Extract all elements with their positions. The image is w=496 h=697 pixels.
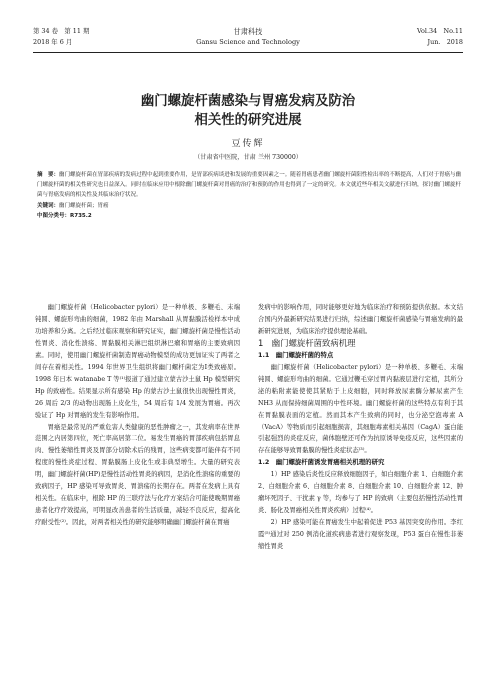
- header-rule: [33, 52, 463, 53]
- keywords-line: [37, 201, 461, 211]
- abstract-paragraph: [37, 170, 461, 201]
- author: 豆传辉: [231, 139, 265, 149]
- abstract-text: 幽门螺旋杆菌在胃部疾病的发病过程中起到重要作用，是胃部疾病谈进和发展的重要因素之一。随着胃癌患者幽门螺旋杆菌阳性检出率的不断提高，人们对于胃癌与幽门螺旋杆菌的相关性研究也日益深入。同时在临床应用中根除幽门螺旋杆菌对胃癌的治疗和预防的作用也得到了一定的研究。本文就近些年相关文献进行归纳，探讨幽门螺旋杆菌与胃癌发病的相关性及其临床治疗状况。: [37, 172, 461, 199]
- clc-line: [37, 211, 461, 221]
- body-paragraph: 发病中的影响作用，同时能够更好地为临床治疗和预防提供依据。本文结合国内外最新研究结果进行归纳，综述幽门螺旋杆菌感染与胃癌发病的最新研究进展，为临床治疗提供理论基础。: [258, 304, 463, 335]
- keywords: 幽门螺旋杆菌；胃癌: [59, 202, 109, 209]
- article-title: [0, 92, 496, 130]
- journal-name-cn: 甘肃科技: [233, 27, 263, 36]
- body-paragraph: 1）HP 感染后炎性反应释放细胞因子，如白细胞介素 1、白细胞介素 2、白细胞介素 6、白细胞介素 8、白细胞介素 10、白细胞介素 12、肿瘤坏死因子、干扰素 γ 等，均参与了 HP 的致病（主要包括慢性活动性胃炎、肠化及胃癌相关性胃炎疾病）过程⁽⁴⁾。: [258, 471, 463, 515]
- body-paragraph: 幽门螺旋杆菌（Helicobacter pylori）是一种单极、多鞭毛、末端钝圆、螺旋形弯曲的细菌，1982 年由 Marshall 从胃黏膜活检样本中成功培养和分离。之后经过临床观察和研究证实，幽门螺旋杆菌是慢性活动性胃炎、消化性溃疡、胃黏膜相关淋巴组织淋巴瘤和胃癌的主要致病因素。同时，使用幽门螺旋杆菌制造胃癌动物模型的成功更加证实了两者之间存在着相关性。1994 年世界卫生组织将幽门螺杆菌定为Ⅰ类致癌原。1998 年日本 watanabe T 等⁽¹⁾报道了通过建立蒙古沙土鼠 Hp 模型研究 Hp 的致癌性。结果显示所有感染 Hp 的蒙古沙土鼠很快出现慢性胃炎，26 周后 2/3 的动物出现肠上皮化生，54 周后有 1/4 发展为胃癌。再次验证了 Hp 对胃癌的发生有影响作用。: [35, 304, 240, 419]
- date-en: Jun. 2018: [427, 38, 463, 46]
- body-paragraph: 胃癌是最常见的严重危害人类健康的恶性肿瘤之一，其发病率在世界范围之内居第四位，死亡率高居第二位。易发生胃癌的胃部疾病包括胃息肉、慢性萎缩性胃炎及胃部分切除术后的残胃，这些病变都可能伴有不同程度的慢性炎症过程、胃黏膜肠上皮化生或非典型增生。大量的研究表明，幽门螺旋杆菌(HP)是慢性活动性胃炎的病因，是消化性溃疡的重要的致病因子，HP 感染可导致胃炎、胃溃疡的长期存在。两者在发病上具有相关性。在临床中，根除 HP 的三联疗法与化疗方案结合可能使晚期胃癌患者化疗疗效提高，可明显改善患者的生活质量，减轻不良反应，提高化疗耐受性⁽²⁾。因此，对两者相关性的研究能够明确幽门螺旋杆菌在胃癌: [35, 423, 240, 527]
- journal-name-en: Gansu Science and Technology: [196, 38, 300, 46]
- body-paragraph: 2）HP 感染可能在胃癌发生中起着促进 P53 基因突变的作用。李红霞⁽⁵⁾通过对 250 例消化道疾病患者进行观察发现，P53 蛋白在慢性非萎缩性胃炎: [258, 519, 463, 551]
- subsection-heading: 1.1 幽门螺旋杆菌的特点: [258, 350, 334, 359]
- volume-en: Vol.34 No.11: [417, 27, 463, 35]
- abstract-block: [37, 170, 461, 221]
- abstract-label: 摘 要：: [37, 172, 60, 178]
- right-column: [258, 302, 463, 553]
- subsection-heading: 1.2 幽门螺旋杆菌诱发胃癌相关机理的研究: [258, 458, 385, 467]
- section-heading: 1 幽门螺旋杆菌致病机理: [258, 337, 356, 348]
- title-line-2: 相关性的研究进展: [194, 113, 302, 128]
- body-paragraph: 幽门螺旋杆菌（Helicobacter pylori）是一种单极、多鞭毛、末端钝圆、螺旋形弯曲的细菌。它通过鞭毛穿过胃内黏液层进行定植，其所分泌的粘附素能使使其紧贴于上皮细胞，同时释放尿素酶分解尿素产生 NH3 从而保持细菌周围的中性环境。幽门螺旋杆菌的这些特点有利于其在胃黏膜表面的定植。然而其本产生致病的同时，也分泌空泡毒素 A（VacA）等物质而引起细胞损害，其细胞毒素相关基因（CagA）蛋白能引起强烈的炎症反应，菌体胞壁还可作为抗原诱导免疫反应，这些因素的存在能够导致胃黏膜的慢性炎症状态⁽³⁾。: [258, 363, 463, 455]
- clc-label: 中图分类号：: [37, 212, 71, 219]
- left-column: [35, 302, 240, 529]
- clc-number: R735.2: [70, 212, 92, 219]
- keywords-label: 关键词：: [37, 202, 60, 209]
- header-right: [417, 26, 463, 48]
- issue-date: 2018 年 6 月: [33, 38, 73, 46]
- volume-issue: 第 34 卷 第 11 期: [33, 27, 90, 35]
- title-line-1: 幽门螺旋杆菌感染与胃癌发病及防治: [140, 94, 356, 109]
- affiliation: （甘肃省中医院，甘肃 兰州 730000）: [194, 154, 302, 161]
